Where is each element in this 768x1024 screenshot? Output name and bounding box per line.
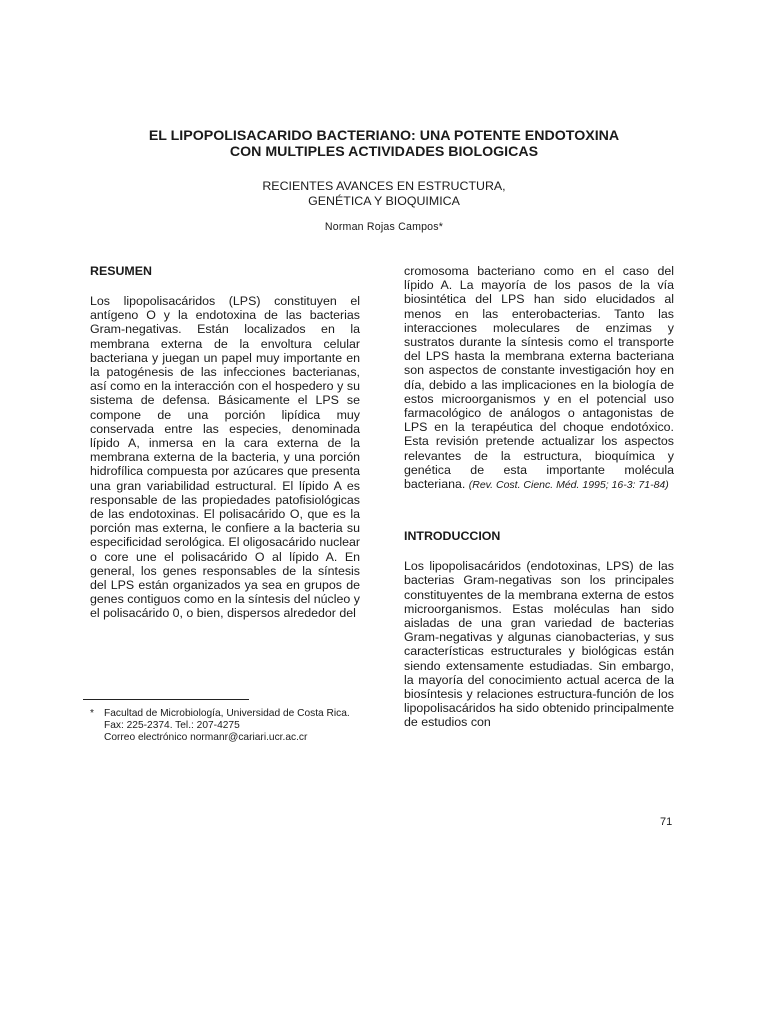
introduction-heading: INTRODUCCION [404, 529, 501, 544]
footnote-phone: Fax: 225-2374. Tel.: 207-4275 [104, 720, 240, 731]
abstract-continuation: cromosoma bacteriano como en el caso del lípido A. La mayoría de los pasos de la vía biosintética del LPS han sido elucidados al menos en las enterobacterias. Tanto las interacciones moleculares de enzimas y sustratos durante la síntesis como el transporte del LPS hasta la membrana externa bacteriana son aspectos de constante investigación hoy en día, debido a las implicaciones en la biología de estos microorganismos y en el potencial uso farmacológico de análogos o antagonistas de LPS en la terapéutica del choque endotóxico. Esta revisión pretende actualizar los aspectos relevantes de la estructura, bioquímica y genética de esta importante molécula bacteriana. [404, 264, 674, 492]
page-number: 71 [660, 816, 673, 828]
abstract-text-left: Los lipopolisacáridos (LPS) constituyen el antígeno O y la endotoxina de las bacterias Gram-negativas. Están localizados en la membrana externa de la envoltura celular bacteriana y juegan un papel muy importante en la patogénesis de las infecciones bacterianas, así como en la interacción con el hospedero y su sistema de defensa. Básicamente el LPS se compone de una porción lipídica muy conservada entre las especies, denominada lípido A, inmersa en la cara externa de la membrana externa de la bacteria, y una porción hidrofílica compuesta por azúcares que presenta una gran variabilidad estructural. El lípido A es responsable de las propiedades patofisiológicas de las endotoxinas. El polisacárido O, que es la porción mas externa, le confiere a la bacteria su especificidad serológica. El oligosacárido nuclear o core une el polisacárido O al lípido A. En general, los genes responsables de la síntesis del LPS están organizados ya sea en grupos de genes contiguos como en la síntesis del núcleo y el polisacárido 0, o bien, dispersos alrededor del [90, 294, 360, 621]
title-line-2: CON MULTIPLES ACTIVIDADES BIOLOGICAS [229, 144, 539, 160]
title-line-1: EL LIPOPOLISACARIDO BACTERIANO: UNA POTENTE ENDOTOXINA [148, 128, 620, 144]
subtitle-line-1: RECIENTES AVANCES EN ESTRUCTURA, [262, 179, 506, 193]
left-column [90, 264, 360, 621]
article-subtitle [90, 179, 678, 208]
article-title [90, 128, 678, 160]
right-column [404, 264, 674, 730]
abstract-text-right [404, 264, 674, 492]
introduction-text: Los lipopolisacáridos (endotoxinas, LPS) de las bacterias Gram-negativas son los principales constituyentes de la membrana externa de estos microorganismos. Estas moléculas han sido aisladas de una gran variedad de bacterias Gram-negativas y algunas cianobacterias, y sus características estructurales y biológicas están siendo extensamente estudiadas. Sin embargo, la mayoría del conocimiento actual acerca de la biosíntesis y relaciones estructura-función de los lipopolisacáridos ha sido obtenido principalmente de estudios con [404, 559, 675, 730]
footnote-divider [83, 699, 249, 700]
author-name: Norman Rojas Campos* [324, 221, 444, 233]
footnote-affiliation: Facultad de Microbiología, Universidad de Costa Rica. [104, 708, 350, 719]
abstract-heading: RESUMEN [90, 264, 152, 278]
footnote [90, 708, 390, 744]
citation: (Rev. Cost. Cienc. Méd. 1995; 16-3: 71-84) [468, 479, 669, 492]
footnote-email: Correo electrónico normanr@cariari.ucr.ac.cr [104, 732, 308, 743]
footnote-marker: * [90, 708, 94, 719]
subtitle-line-2: GENÉTICA Y BIOQUIMICA [308, 193, 460, 208]
